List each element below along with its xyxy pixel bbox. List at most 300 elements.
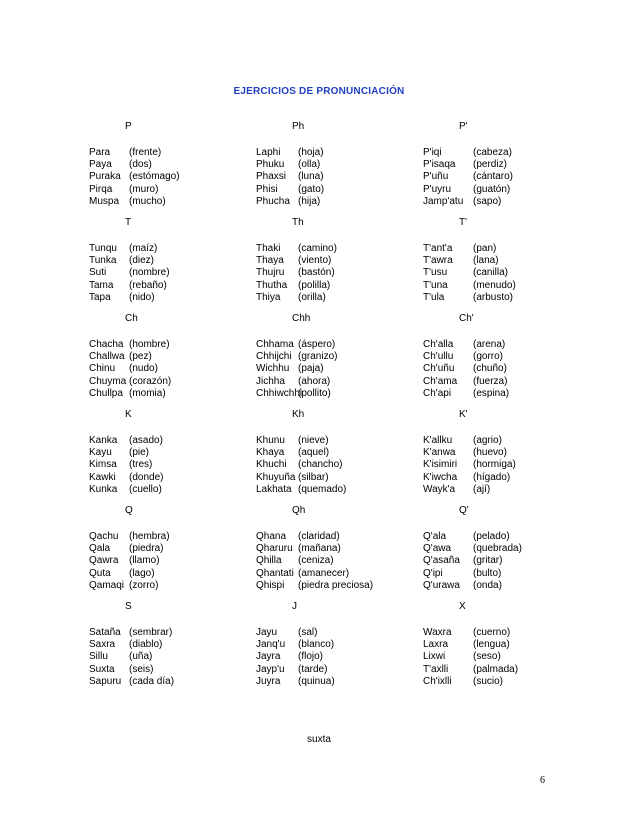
aymara-word: Quta — [89, 567, 111, 579]
spanish-translation: (muro) — [129, 183, 159, 195]
spanish-translation: (orilla) — [298, 291, 326, 303]
aymara-word: Lixwi — [423, 651, 446, 663]
spanish-translation: (hembra) — [129, 531, 170, 542]
aymara-word: P'isaqa — [423, 159, 456, 171]
vocab-row — [256, 388, 416, 400]
letter-heading: P' — [459, 121, 468, 132]
aymara-word: Paya — [89, 159, 112, 171]
letter-heading: P — [125, 121, 132, 132]
aymara-word: Qamaqi — [89, 579, 125, 591]
spanish-translation: (claridad) — [298, 531, 340, 542]
spanish-translation: (sapo) — [473, 195, 502, 207]
aymara-word: Phaxsi — [256, 171, 287, 183]
aymara-word: Pirqa — [89, 183, 113, 195]
vocab-row — [89, 447, 249, 459]
letter-group — [256, 408, 416, 504]
aymara-word: Jamp'atu — [423, 195, 464, 207]
spanish-translation: (mañana) — [298, 543, 341, 555]
letter-heading: T — [125, 217, 132, 228]
letter-heading: K — [125, 409, 132, 420]
spanish-translation: (arena) — [473, 339, 506, 350]
letter-group — [89, 504, 249, 600]
aymara-word: T'axlli — [423, 663, 449, 675]
spanish-translation: (silbar) — [298, 471, 329, 483]
spanish-translation: (bulto) — [473, 567, 502, 579]
spanish-translation: (estómago) — [129, 171, 180, 183]
vocab-row — [423, 531, 583, 543]
aymara-word: T'ula — [423, 291, 445, 303]
spanish-translation: (lago) — [129, 567, 155, 579]
letter-group — [89, 216, 249, 312]
vocab-row — [89, 627, 249, 639]
letter-group — [89, 312, 249, 408]
vocab-row — [423, 292, 583, 304]
letter-group — [89, 408, 249, 504]
spanish-translation: (chancho) — [298, 459, 343, 471]
aymara-word: K'allku — [423, 435, 453, 446]
aymara-word: Ch'alla — [423, 339, 454, 350]
vocab-row — [423, 627, 583, 639]
spanish-translation: (palmada) — [473, 663, 519, 675]
spanish-translation: (polilla) — [298, 279, 331, 291]
spanish-translation: (donde) — [129, 471, 164, 483]
spanish-translation: (pan) — [473, 243, 497, 254]
spanish-translation: (agrio) — [473, 435, 502, 446]
aymara-word: Qachu — [89, 531, 119, 542]
spanish-translation: (luna) — [298, 171, 324, 183]
letter-heading: Q — [125, 505, 133, 516]
aymara-word: Waxra — [423, 627, 452, 638]
vocab-row — [89, 351, 249, 363]
letter-group — [423, 600, 583, 696]
vocab-row — [423, 159, 583, 171]
letter-group — [423, 312, 583, 408]
letter-heading: S — [125, 601, 132, 612]
vocab-row — [256, 651, 416, 663]
spanish-translation: (camino) — [298, 243, 337, 254]
vocab-row — [89, 363, 249, 375]
aymara-word: Wayk'a — [423, 483, 456, 495]
spanish-translation: (gorro) — [473, 351, 504, 363]
vocab-row — [89, 280, 249, 292]
aymara-word: Tama — [89, 279, 114, 291]
letter-group — [256, 216, 416, 312]
vocab-row — [256, 555, 416, 567]
column-3 — [423, 120, 583, 696]
aymara-word: Kimsa — [89, 459, 117, 471]
vocab-row — [256, 447, 416, 459]
aymara-word: Ch'ixlli — [423, 675, 452, 687]
aymara-word: K'isimiri — [423, 459, 458, 471]
spanish-translation: (ají) — [473, 483, 491, 495]
aymara-word: Ch'api — [423, 387, 452, 399]
aymara-word: Sapuru — [89, 675, 122, 687]
aymara-word: Para — [89, 147, 111, 158]
spanish-translation: (sembrar) — [129, 627, 173, 638]
spanish-translation: (perdiz) — [473, 159, 507, 171]
aymara-word: Kunka — [89, 483, 118, 495]
vocab-row — [256, 472, 416, 484]
vocab-row — [256, 267, 416, 279]
vocab-row — [423, 543, 583, 555]
vocab-row — [89, 376, 249, 388]
vocab-row — [256, 255, 416, 267]
vocab-row — [256, 292, 416, 304]
spanish-translation: (maíz) — [129, 243, 158, 254]
vocab-row — [89, 484, 249, 496]
vocab-row — [89, 472, 249, 484]
aymara-word: Phucha — [256, 195, 290, 207]
spanish-translation: (corazón) — [129, 375, 172, 387]
vocab-row — [89, 196, 249, 208]
spanish-translation: (arbusto) — [473, 291, 514, 303]
vocab-row — [256, 339, 416, 351]
letter-heading: Kh — [292, 409, 305, 420]
vocab-row — [89, 147, 249, 159]
spanish-translation: (fuerza) — [473, 375, 508, 387]
aymara-word: Lakhata — [256, 483, 292, 495]
vocab-row — [423, 363, 583, 375]
vocab-row — [423, 568, 583, 580]
vocab-row — [256, 280, 416, 292]
vocab-row — [256, 147, 416, 159]
spanish-translation: (llamo) — [129, 555, 160, 567]
spanish-translation: (seso) — [473, 651, 501, 663]
vocab-row — [423, 376, 583, 388]
aymara-word: Q'ipi — [423, 567, 443, 579]
spanish-translation: (ceniza) — [298, 555, 334, 567]
vocab-row — [89, 339, 249, 351]
aymara-word: Kayu — [89, 447, 112, 459]
aymara-word: Khunu — [256, 435, 285, 446]
vocab-row — [423, 280, 583, 292]
letter-group — [256, 312, 416, 408]
aymara-word: Sataña — [89, 627, 121, 638]
aymara-word: Suxta — [89, 663, 115, 675]
spanish-translation: (nieve) — [298, 435, 329, 446]
spanish-translation: (quebrada) — [473, 543, 522, 555]
vocab-row — [256, 351, 416, 363]
aymara-word: Chhijchi — [256, 351, 292, 363]
vocab-row — [256, 627, 416, 639]
vocab-row — [423, 459, 583, 471]
aymara-word: Qhispi — [256, 579, 285, 591]
spanish-translation: (quinua) — [298, 675, 335, 687]
aymara-word: Janq'u — [256, 639, 286, 651]
spanish-translation: (pez) — [129, 351, 152, 363]
spanish-translation: (onda) — [473, 579, 502, 591]
spanish-translation: (ahora) — [298, 375, 331, 387]
aymara-word: Thaki — [256, 243, 281, 254]
spanish-translation: (hombre) — [129, 339, 170, 350]
aymara-word: Ch'ullu — [423, 351, 454, 363]
spanish-translation: (hija) — [298, 195, 321, 207]
vocab-row — [256, 159, 416, 171]
page-number: 6 — [540, 775, 545, 786]
aymara-word: Chacha — [89, 339, 124, 350]
spanish-translation: (tres) — [129, 459, 153, 471]
spanish-translation: (cabeza) — [473, 147, 512, 158]
aymara-word: P'uyru — [423, 183, 452, 195]
spanish-translation: (sal) — [298, 627, 318, 638]
spanish-translation: (cada día) — [129, 675, 175, 687]
spanish-translation: (flojo) — [298, 651, 324, 663]
vocab-row — [423, 388, 583, 400]
aymara-word: Qhana — [256, 531, 287, 542]
aymara-word: T'ant'a — [423, 243, 453, 254]
letter-heading: T' — [459, 217, 468, 228]
spanish-translation: (canilla) — [473, 267, 509, 279]
letter-group — [256, 600, 416, 696]
aymara-word: Q'urawa — [423, 579, 460, 591]
vocab-row — [423, 435, 583, 447]
spanish-translation: (chuño) — [473, 363, 507, 375]
aymara-word: Phisi — [256, 183, 278, 195]
letter-group — [423, 216, 583, 312]
spanish-translation: (cuerno) — [473, 627, 511, 638]
vocab-row — [423, 472, 583, 484]
aymara-word: Q'asaña — [423, 555, 460, 567]
spanish-translation: (menudo) — [473, 279, 516, 291]
vocab-row — [423, 243, 583, 255]
spanish-translation: (hormiga) — [473, 459, 516, 471]
aymara-word: Chinu — [89, 363, 116, 375]
vocab-row — [256, 568, 416, 580]
vocab-row — [423, 339, 583, 351]
vocab-row — [256, 459, 416, 471]
vocab-row — [256, 580, 416, 592]
vocab-row — [256, 435, 416, 447]
vocab-row — [423, 664, 583, 676]
letter-group — [256, 504, 416, 600]
vocab-row — [256, 171, 416, 183]
vocab-row — [423, 171, 583, 183]
vocab-row — [89, 459, 249, 471]
letter-heading: Chh — [292, 313, 311, 324]
letter-heading: Th — [292, 217, 304, 228]
aymara-word: P'uñu — [423, 171, 449, 183]
spanish-translation: (asado) — [129, 435, 163, 446]
letter-group — [423, 504, 583, 600]
vocab-row — [89, 388, 249, 400]
spanish-translation: (nido) — [129, 291, 155, 303]
aymara-word: Thiya — [256, 291, 281, 303]
vocab-row — [423, 184, 583, 196]
aymara-word: T'una — [423, 279, 448, 291]
aymara-word: Thutha — [256, 279, 288, 291]
spanish-translation: (pollito) — [298, 387, 331, 399]
vocab-row — [423, 639, 583, 651]
letter-group — [423, 120, 583, 216]
spanish-translation: (frente) — [129, 147, 162, 158]
spanish-translation: (blanco) — [298, 639, 335, 651]
vocab-row — [423, 676, 583, 688]
aymara-word: Tunqu — [89, 243, 117, 254]
letter-group — [89, 120, 249, 216]
vocab-row — [89, 676, 249, 688]
vocab-row — [89, 171, 249, 183]
spanish-translation: (amanecer) — [298, 567, 350, 579]
vocab-row — [423, 555, 583, 567]
vocab-row — [256, 376, 416, 388]
spanish-translation: (olla) — [298, 159, 321, 171]
letter-group — [256, 120, 416, 216]
spanish-translation: (gato) — [298, 183, 325, 195]
spanish-translation: (huevo) — [473, 447, 507, 459]
letter-group — [89, 600, 249, 696]
aymara-word: Tapa — [89, 291, 111, 303]
aymara-word: Ch'ama — [423, 375, 458, 387]
vocab-row — [256, 196, 416, 208]
vocab-row — [256, 543, 416, 555]
aymara-word: Q'awa — [423, 543, 452, 555]
vocab-row — [256, 639, 416, 651]
aymara-word: Thujru — [256, 267, 285, 279]
aymara-word: Sillu — [89, 651, 108, 663]
spanish-translation: (nudo) — [129, 363, 158, 375]
vocab-row — [89, 639, 249, 651]
vocab-row — [89, 651, 249, 663]
spanish-translation: (granizo) — [298, 351, 338, 363]
page-title: EJERCICIOS DE PRONUNCIACIÓN — [233, 86, 405, 97]
vocab-row — [256, 363, 416, 375]
aymara-word: Wichhu — [256, 363, 290, 375]
aymara-word: Khaya — [256, 447, 285, 459]
vocab-row — [256, 676, 416, 688]
spanish-translation: (zorro) — [129, 579, 159, 591]
vocab-row — [423, 580, 583, 592]
aymara-word: Jayu — [256, 627, 278, 638]
spanish-translation: (sucio) — [473, 675, 504, 687]
aymara-word: Khuyuña — [256, 471, 296, 483]
aymara-word: Jayra — [256, 651, 281, 663]
spanish-translation: (quemado) — [298, 483, 347, 495]
vocab-row — [423, 255, 583, 267]
column-2 — [256, 120, 416, 696]
letter-heading: J — [292, 601, 297, 612]
vocab-row — [89, 267, 249, 279]
spanish-translation: (viento) — [298, 255, 332, 267]
spanish-translation: (tarde) — [298, 663, 328, 675]
vocab-row — [423, 484, 583, 496]
spanish-translation: (cántaro) — [473, 171, 514, 183]
aymara-word: Thaya — [256, 255, 284, 267]
spanish-translation: (mucho) — [129, 195, 166, 207]
vocab-row — [256, 184, 416, 196]
letter-heading: Ch' — [459, 313, 474, 324]
column-1 — [89, 120, 249, 696]
vocab-row — [423, 447, 583, 459]
letter-heading: Q' — [459, 505, 469, 516]
vocab-row — [423, 267, 583, 279]
letter-heading: Ch — [125, 313, 138, 324]
letter-heading: K' — [459, 409, 468, 420]
spanish-translation: (lengua) — [473, 639, 510, 651]
aymara-word: Kanka — [89, 435, 118, 446]
aymara-word: Qharuru — [256, 543, 293, 555]
vocab-row — [423, 147, 583, 159]
spanish-translation: (piedra) — [129, 543, 164, 555]
spanish-translation: (hígado) — [473, 471, 511, 483]
vocab-row — [256, 664, 416, 676]
vocab-row — [256, 243, 416, 255]
aymara-word: Tunka — [89, 255, 117, 267]
aymara-word: Challwa — [89, 351, 125, 363]
vocab-row — [89, 531, 249, 543]
vocab-row — [89, 184, 249, 196]
vocab-row — [423, 651, 583, 663]
vocab-row — [256, 531, 416, 543]
vocab-row — [89, 159, 249, 171]
vocab-row — [423, 351, 583, 363]
spanish-translation: (espina) — [473, 387, 510, 399]
spanish-translation: (piedra preciosa) — [298, 579, 374, 591]
vocab-row — [89, 664, 249, 676]
aymara-word: Jayp'u — [256, 663, 285, 675]
spanish-translation: (lana) — [473, 255, 499, 267]
aymara-word: K'anwa — [423, 447, 456, 459]
letter-heading: Ph — [292, 121, 305, 132]
letter-heading: X — [459, 601, 466, 612]
vocab-row — [89, 543, 249, 555]
vocab-row — [256, 484, 416, 496]
spanish-translation: (gritar) — [473, 555, 503, 567]
aymara-word: Qawra — [89, 555, 119, 567]
spanish-translation: (pie) — [129, 447, 150, 459]
vocab-row — [89, 568, 249, 580]
spanish-translation: (cuello) — [129, 483, 162, 495]
aymara-word: Ch'uñu — [423, 363, 455, 375]
aymara-word: Puraka — [89, 171, 121, 183]
aymara-word: Saxra — [89, 639, 116, 651]
aymara-word: Kawki — [89, 471, 116, 483]
spanish-translation: (seis) — [129, 663, 154, 675]
spanish-translation: (dos) — [129, 159, 152, 171]
aymara-word: Chhiwchhi — [256, 387, 303, 399]
vocab-row — [423, 196, 583, 208]
footer-word: suxta — [307, 734, 331, 745]
spanish-translation: (hoja) — [298, 147, 324, 158]
aymara-word: Qhantati — [256, 567, 294, 579]
spanish-translation: (nombre) — [129, 267, 170, 279]
aymara-word: Qala — [89, 543, 111, 555]
aymara-word: Laxra — [423, 639, 449, 651]
spanish-translation: (rebaño) — [129, 279, 167, 291]
spanish-translation: (pelado) — [473, 531, 510, 542]
vocab-row — [89, 243, 249, 255]
spanish-translation: (bastón) — [298, 267, 335, 279]
aymara-word: Laphi — [256, 147, 281, 158]
aymara-word: Jichha — [256, 375, 285, 387]
aymara-word: T'awra — [423, 255, 453, 267]
vocab-row — [89, 580, 249, 592]
aymara-word: Chhama — [256, 339, 294, 350]
letter-group — [423, 408, 583, 504]
vocab-row — [89, 255, 249, 267]
spanish-translation: (áspero) — [298, 339, 336, 350]
aymara-word: Suti — [89, 267, 107, 279]
spanish-translation: (momia) — [129, 387, 166, 399]
aymara-word: Chullpa — [89, 387, 123, 399]
aymara-word: Chuyma — [89, 375, 127, 387]
aymara-word: T'usu — [423, 267, 448, 279]
aymara-word: P'iqi — [423, 147, 442, 158]
letter-heading: Qh — [292, 505, 306, 516]
aymara-word: K'iwcha — [423, 471, 458, 483]
spanish-translation: (uña) — [129, 651, 153, 663]
spanish-translation: (paja) — [298, 363, 324, 375]
aymara-word: Juyra — [256, 675, 281, 687]
